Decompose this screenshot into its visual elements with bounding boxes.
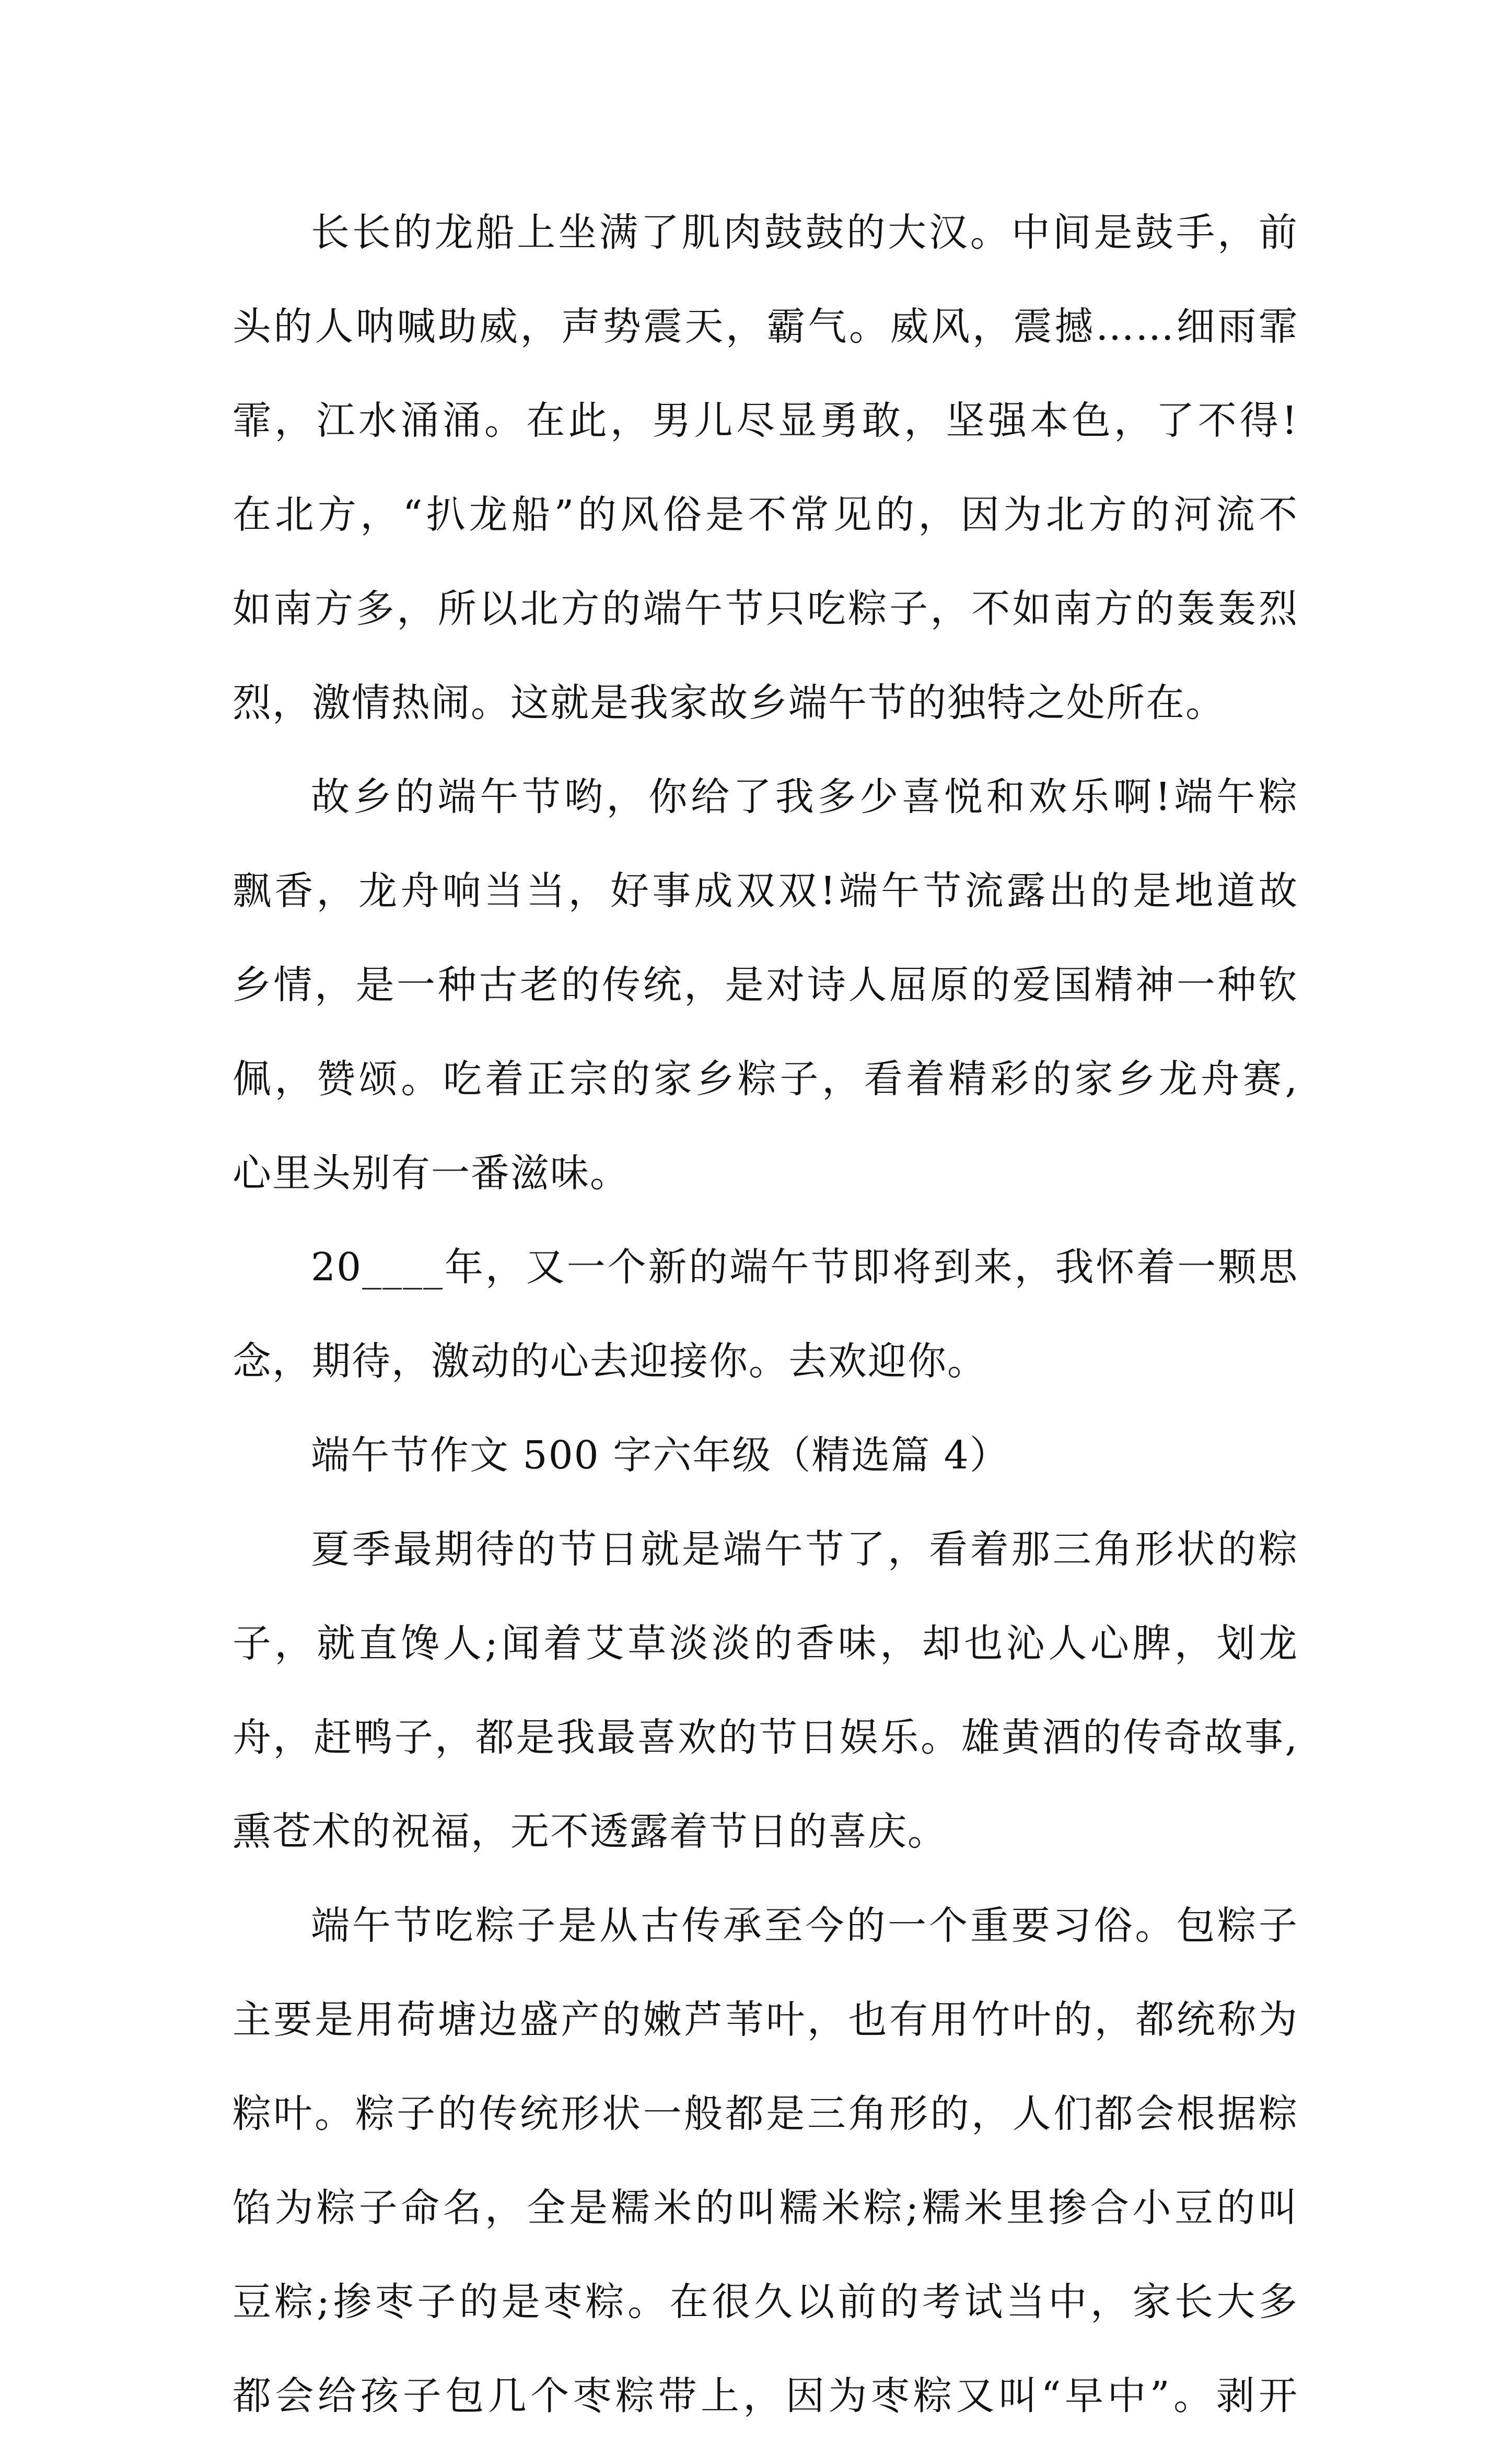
paragraph-line: 馅为粽子命名，全是糯米的叫糯米粽;糯米里掺合小豆的叫 [232, 2185, 1298, 2230]
paragraph-line: 豆粽;掺枣子的是枣粽。在很久以前的考试当中，家长大多 [232, 2279, 1298, 2324]
paragraph-line: 舟，赶鸭子，都是我最喜欢的节日娱乐。雄黄酒的传奇故事, [232, 1715, 1298, 1760]
paragraph-line: 乡情，是一种古老的传统，是对诗人屈原的爱国精神一种钦 [232, 963, 1298, 1008]
paragraph-5 [232, 1879, 1298, 2443]
paragraph-line: 心里头别有一番滋味。 [232, 1151, 630, 1196]
paragraph-line: 20____年，又一个新的端午节即将到来，我怀着一颗思 [311, 1245, 1298, 1290]
paragraph-line: 飘香，龙舟响当当，好事成双双!端午节流露出的是地道故 [232, 869, 1298, 913]
paragraph-line: 烈，激情热闹。这就是我家故乡端午节的独特之处所在。 [232, 680, 1225, 725]
paragraph-3 [232, 1220, 1298, 1408]
paragraph-line: 在北方，“扒龙船”的风俗是不常见的，因为北方的河流不 [232, 492, 1298, 537]
paragraph-2 [232, 750, 1298, 1220]
paragraph-line: 夏季最期待的节日就是端午节了，看着那三角形状的粽 [311, 1527, 1298, 1572]
paragraph-line: 熏苍术的祝福，无不透露着节日的喜庆。 [232, 1809, 947, 1854]
paragraph-line: 佩，赞颂。吃着正宗的家乡粽子，看着精彩的家乡龙舟赛, [232, 1057, 1298, 1102]
section-heading-text: 端午节作文 500 字六年级（精选篇 4） [311, 1433, 1009, 1478]
paragraph-line: 如南方多，所以北方的端午节只吃粽子，不如南方的轰轰烈 [232, 586, 1298, 631]
paragraph-line: 子，就直馋人;闻着艾草淡淡的香味，却也沁人心脾，划龙 [232, 1621, 1298, 1666]
paragraph-line: 粽叶。粽子的传统形状一般都是三角形的，人们都会根据粽 [232, 2091, 1298, 2136]
paragraph-line: 故乡的端午节哟，你给了我多少喜悦和欢乐啊!端午粽 [311, 774, 1298, 819]
paragraph-line: 都会给孩子包几个枣粽带上，因为枣粽又叫“早中”。剥开 [232, 2373, 1298, 2418]
paragraph-line: 头的人呐喊助威，声势震天，霸气。威风，震撼……细雨霏 [232, 304, 1298, 349]
paragraph-4 [232, 1502, 1298, 1879]
paragraph-line: 长长的龙船上坐满了肌肉鼓鼓的大汉。中间是鼓手，前 [311, 210, 1298, 255]
section-heading [232, 1408, 1298, 1502]
document-body [232, 186, 1298, 2443]
paragraph-line: 念，期待，激动的心去迎接你。去欢迎你。 [232, 1339, 987, 1384]
paragraph-line: 主要是用荷塘边盛产的嫩芦苇叶，也有用竹叶的，都统称为 [232, 1997, 1298, 2042]
paragraph-line: 霏，江水涌涌。在此，男儿尽显勇敢，坚强本色，了不得! [232, 398, 1298, 443]
paragraph-line: 端午节吃粽子是从古传承至今的一个重要习俗。包粽子 [311, 1903, 1298, 1948]
paragraph-1 [232, 186, 1298, 750]
